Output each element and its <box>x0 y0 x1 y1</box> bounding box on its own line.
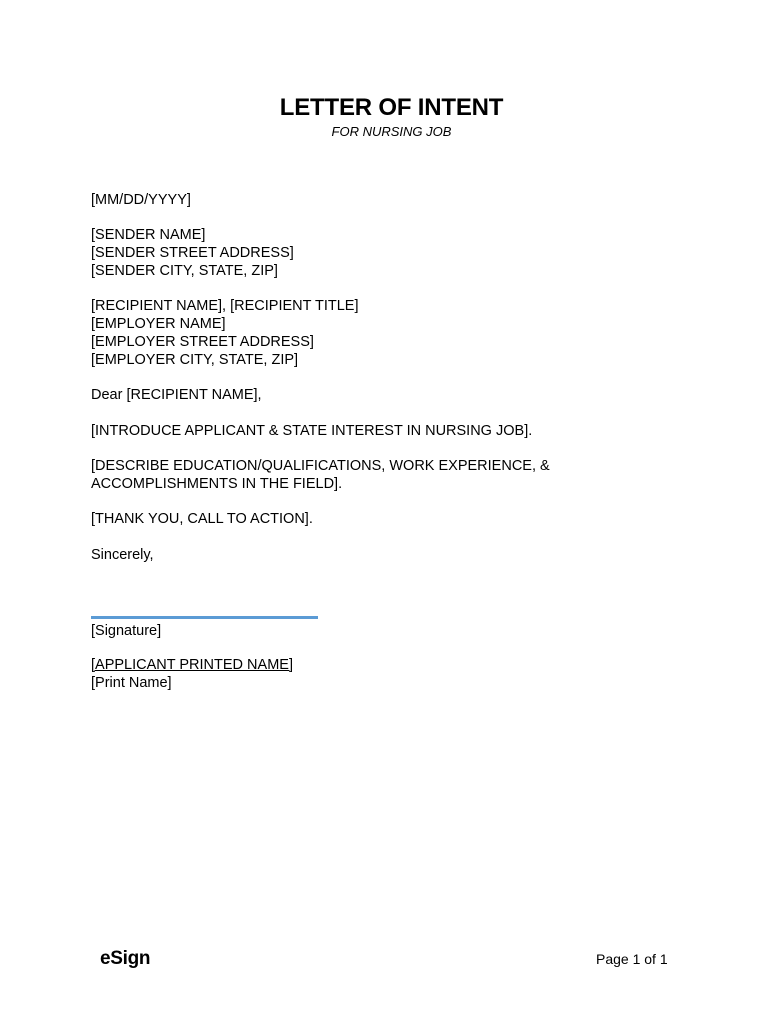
recipient-name-title: [RECIPIENT NAME], [RECIPIENT TITLE] <box>91 298 359 315</box>
sender-city: [SENDER CITY, STATE, ZIP] <box>91 262 278 279</box>
closing: Sincerely, <box>91 546 154 563</box>
document-subtitle: FOR NURSING JOB <box>331 124 452 139</box>
esign-logo: eSign <box>100 948 151 969</box>
applicant-printed-name: [APPLICANT PRINTED NAME] <box>91 656 293 673</box>
signature-line[interactable] <box>91 616 318 619</box>
paragraph-thank-you: [THANK YOU, CALL TO ACTION]. <box>91 511 313 528</box>
page-number: Page 1 of 1 <box>596 951 668 967</box>
employer-city: [EMPLOYER CITY, STATE, ZIP] <box>91 351 299 368</box>
sender-name: [SENDER NAME] <box>91 227 206 244</box>
employer-name: [EMPLOYER NAME] <box>91 316 226 333</box>
print-name-label: [Print Name] <box>91 674 172 691</box>
letter-date: [MM/DD/YYYY] <box>91 192 191 208</box>
recipient-address-block <box>91 298 691 369</box>
paragraph-qualifications: [DESCRIBE EDUCATION/QUALIFICATIONS, WORK EXPERIENCE, & ACCOMPLISHMENTS IN THE FIELD]. <box>91 457 550 492</box>
signature-label: [Signature] <box>91 623 162 639</box>
sender-address-block <box>91 227 691 280</box>
signature-block <box>91 600 491 692</box>
employer-street: [EMPLOYER STREET ADDRESS] <box>91 333 314 350</box>
document-title: LETTER OF INTENT <box>279 94 504 121</box>
paragraph-intro: [INTRODUCE APPLICANT & STATE INTEREST IN NURSING JOB]. <box>91 422 533 439</box>
sender-street: [SENDER STREET ADDRESS] <box>91 245 294 262</box>
letter-body <box>91 192 691 564</box>
salutation: Dear [RECIPIENT NAME], <box>91 387 262 404</box>
